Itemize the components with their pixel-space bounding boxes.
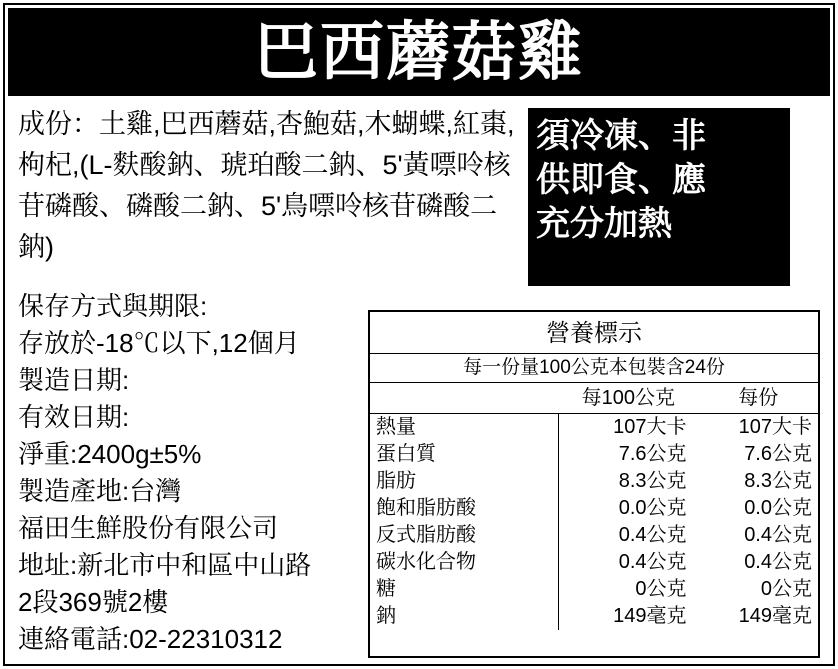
info-storage-value: 存放於-18℃以下,12個月	[18, 328, 300, 358]
nutrition-row-name: 脂肪	[370, 468, 558, 495]
nutrition-row-per100: 7.6公克	[618, 443, 687, 465]
title-banner	[8, 8, 830, 96]
table-row	[370, 441, 818, 468]
table-row	[370, 549, 818, 576]
nutrition-row-perserving: 107大卡	[693, 414, 818, 442]
warning-line-3: 充分加熱	[536, 205, 672, 243]
info-net-weight: 淨重:2400g±5%	[18, 439, 202, 469]
nutrition-panel	[368, 310, 820, 658]
ingredients-text: 成份：土雞,巴西蘑菇,杏鮑菇,木蝴蝶,紅棗,枸杞,(L-麩酸鈉、琥珀酸二鈉、5'黃嘌呤核苷磷酸、磷酸二鈉、5'鳥嘌呤核苷磷酸二鈉)	[18, 109, 515, 262]
info-storage-label: 保存方式與期限:	[18, 291, 208, 321]
nutrition-row-per100: 107大卡	[558, 414, 692, 442]
nutrition-row-name: 飽和脂肪酸	[370, 495, 558, 522]
table-row	[370, 576, 818, 603]
nutrition-row-name: 熱量	[370, 414, 558, 442]
nutrition-col-blank	[370, 383, 558, 414]
nutrition-row-name: 碳水化合物	[370, 549, 558, 576]
nutrition-title: 營養標示	[370, 312, 818, 354]
info-origin: 製造產地:台灣	[18, 476, 182, 506]
nutrition-row-name: 蛋白質	[370, 441, 558, 468]
product-title: 巴西蘑菇雞	[254, 16, 584, 88]
table-row	[370, 414, 818, 442]
info-address-line-1: 地址:新北市中和區中山路	[18, 550, 312, 580]
nutrition-table	[370, 383, 818, 630]
table-row	[370, 522, 818, 549]
warning-line-2: 供即食、應	[536, 161, 706, 199]
nutrition-row-per100: 0公克	[635, 578, 687, 600]
nutrition-row-per100: 149毫克	[613, 605, 687, 627]
nutrition-row-perserving: 0.4公克	[744, 551, 812, 573]
nutrition-row-perserving: 149毫克	[738, 605, 812, 627]
nutrition-row-perserving: 7.6公克	[744, 443, 812, 465]
nutrition-row-per100: 0.0公克	[618, 497, 687, 519]
nutrition-row-per100: 8.3公克	[618, 470, 687, 492]
nutrition-row-per100: 0.4公克	[618, 551, 687, 573]
info-phone: 連絡電話:02-22310312	[18, 624, 283, 654]
nutrition-row-name: 反式脂肪酸	[370, 522, 558, 549]
nutrition-row-name: 糖	[370, 576, 558, 603]
nutrition-row-perserving: 8.3公克	[744, 470, 812, 492]
info-manufacture-date: 製造日期:	[18, 365, 130, 395]
nutrition-row-perserving: 0.4公克	[744, 524, 812, 546]
table-row	[370, 603, 818, 630]
info-company: 福田生鮮股份有限公司	[18, 513, 279, 543]
nutrition-header-row	[370, 383, 818, 414]
warning-line-1: 須冷凍、非	[536, 117, 706, 155]
warning-box	[528, 108, 790, 286]
nutrition-row-perserving: 0.0公克	[744, 497, 812, 519]
nutrition-serving-info: 每一份量100公克本包裝含24份	[370, 354, 818, 383]
product-info	[18, 288, 378, 658]
nutrition-row-perserving: 0公克	[760, 578, 812, 600]
nutrition-col-perserving: 每份	[693, 383, 818, 414]
info-address-line-2: 2段369號2樓	[18, 587, 169, 617]
info-expiry-date: 有效日期:	[18, 402, 130, 432]
table-row	[370, 495, 818, 522]
nutrition-col-per100: 每100公克	[558, 383, 692, 414]
nutrition-row-per100: 0.4公克	[618, 524, 687, 546]
nutrition-row-name: 鈉	[370, 603, 558, 630]
table-row	[370, 468, 818, 495]
